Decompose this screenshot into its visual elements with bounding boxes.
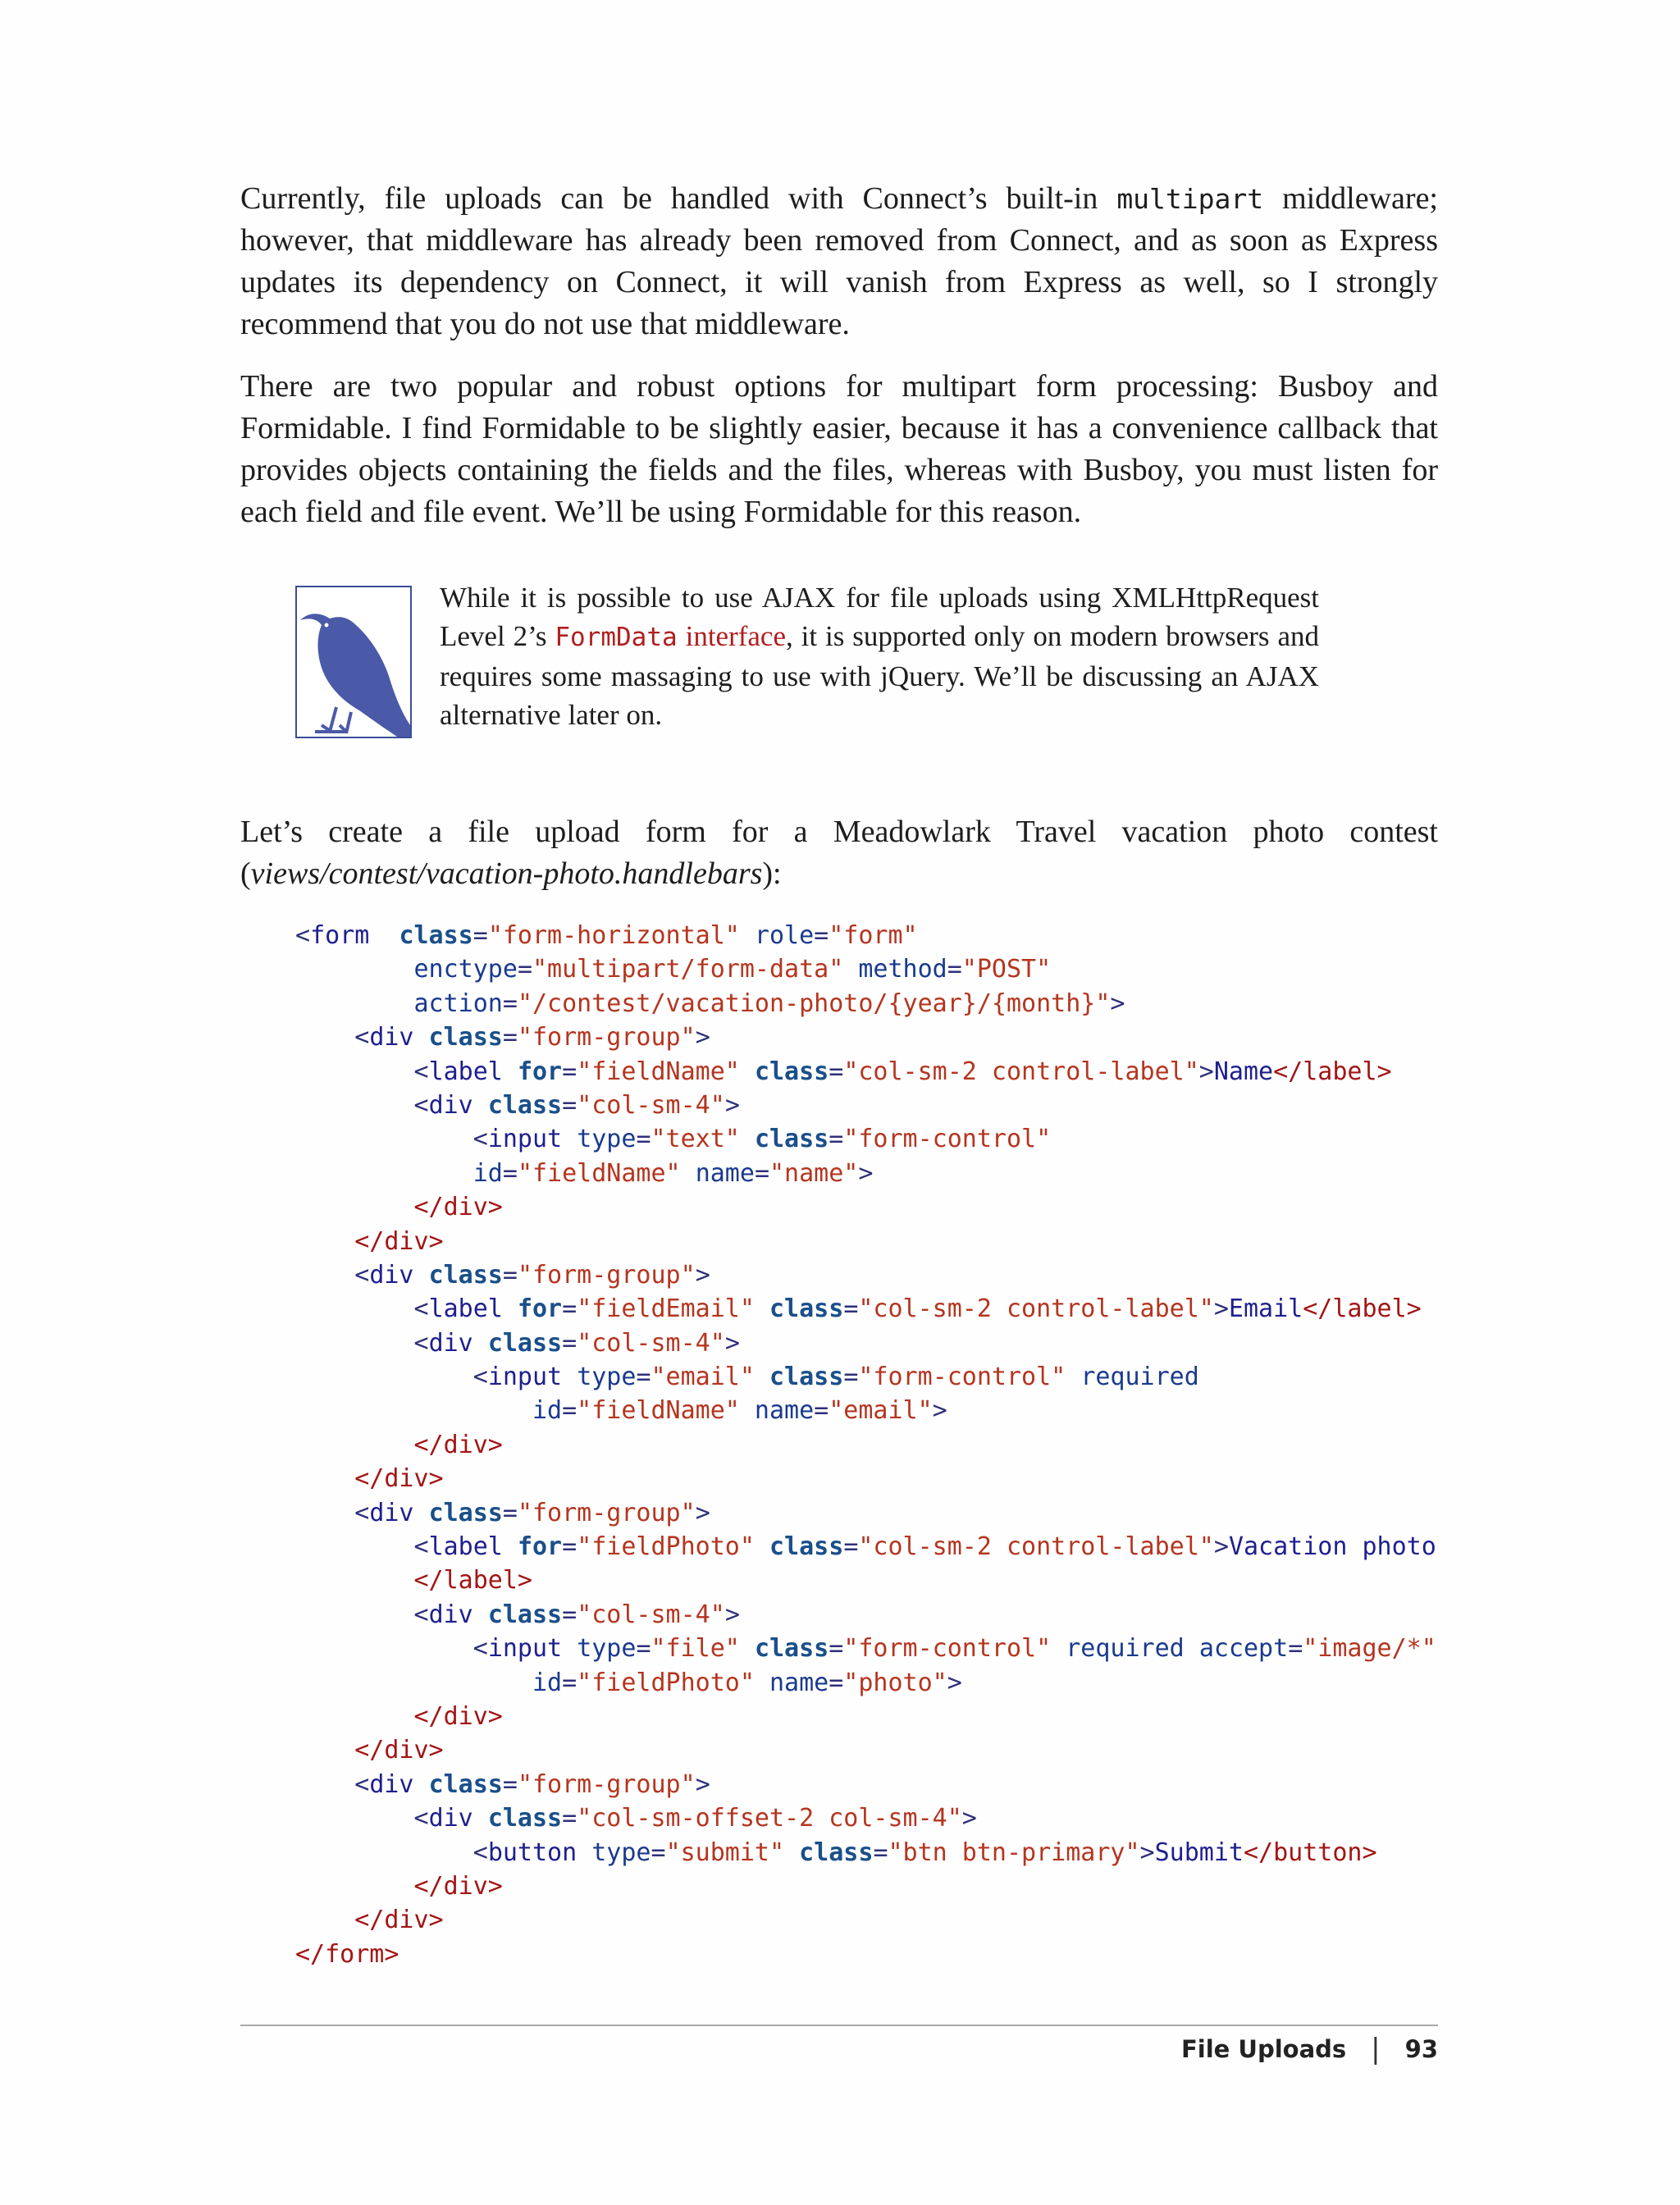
code-token: [295, 1057, 414, 1086]
code-token: <: [472, 1838, 488, 1867]
code-token: "col-sm-4": [577, 1600, 725, 1629]
code-token: [503, 1057, 518, 1086]
code-token: >: [1213, 1294, 1229, 1324]
code-token: enctype: [413, 955, 518, 984]
code-token: =: [636, 1634, 651, 1664]
code-token: [414, 1023, 429, 1052]
code-token: id: [472, 1158, 503, 1188]
code-token: >: [724, 1328, 740, 1358]
code-token: label: [428, 1057, 503, 1086]
code-token: [755, 1294, 769, 1323]
code-token: Email: [1228, 1294, 1303, 1324]
code-token: [295, 955, 414, 984]
code-token: label: [428, 1294, 503, 1324]
code-token: =: [562, 1396, 578, 1426]
code-token: "form-control": [843, 1634, 1052, 1664]
code-token: =: [1288, 1634, 1303, 1664]
code-token: =: [472, 921, 488, 950]
code-token: [755, 1532, 769, 1561]
code-token: name: [769, 1668, 829, 1697]
code-token: input: [487, 1634, 563, 1664]
code-token: =: [562, 1294, 578, 1324]
code-token: "fieldPhoto": [577, 1532, 755, 1562]
code-token: Submit: [1154, 1838, 1244, 1867]
code-token: <: [413, 1804, 429, 1833]
code-token: =: [562, 1600, 578, 1629]
code-token: =: [502, 1769, 518, 1799]
code-token: class: [487, 1600, 563, 1629]
code-token: [740, 1396, 755, 1425]
code-token: accept: [1198, 1634, 1289, 1664]
code-token: [295, 1294, 414, 1323]
code-token: [295, 1906, 354, 1934]
code-token: =: [636, 1125, 651, 1154]
code-line: [295, 1326, 1436, 1360]
code-token: </div>: [413, 1701, 503, 1731]
code-line: [295, 919, 1436, 952]
code-token: class: [754, 1057, 829, 1086]
code-token: required: [1066, 1634, 1185, 1664]
code-token: </div>: [354, 1226, 444, 1256]
code-token: "submit": [665, 1838, 785, 1867]
code-token: =: [517, 955, 532, 984]
code-token: "form-control": [843, 1125, 1052, 1154]
code-token: for: [517, 1532, 563, 1562]
code-token: "col-sm-4": [577, 1090, 725, 1120]
code-token: [740, 1125, 755, 1153]
code-line: [295, 1394, 1436, 1427]
code-line: [295, 987, 1436, 1020]
code-line: [295, 1190, 1436, 1224]
code-token: "col-sm-offset-2 col-sm-4": [577, 1804, 962, 1833]
code-token: [295, 1872, 414, 1901]
code-token: "file": [651, 1634, 740, 1664]
code-token: =: [829, 1668, 844, 1697]
code-token: Vacation photo: [1228, 1532, 1436, 1562]
code-token: [295, 1566, 414, 1595]
code-line: [295, 1632, 1436, 1665]
code-token: class: [754, 1125, 829, 1154]
code-token: input: [487, 1125, 563, 1154]
code-line: [295, 1122, 1436, 1156]
code-token: [414, 1261, 429, 1290]
code-line: [295, 1666, 1436, 1700]
link-text: interface: [677, 620, 786, 652]
code-line: [295, 952, 1436, 986]
code-token: [414, 1770, 429, 1799]
code-token: [295, 1431, 414, 1459]
code-token: <: [413, 1057, 429, 1086]
code-token: <: [472, 1125, 488, 1154]
code-token: >: [961, 1804, 977, 1833]
paragraph-text: ):: [762, 856, 782, 891]
code-token: "image/*": [1303, 1634, 1436, 1664]
code-token: =: [562, 1328, 578, 1358]
code-token: "fieldName": [517, 1158, 681, 1188]
paragraph-text: middleware; however, that middleware has already been removed from Connect, and as soon as Express updates its dependency on Connect, it will vanish from Express as well, so I strongly recommend that you do not use that middleware.: [240, 181, 1438, 341]
code-token: "btn btn-primary": [888, 1838, 1140, 1867]
code-line: [295, 1258, 1436, 1292]
code-line: [295, 1055, 1436, 1089]
code-line: [295, 1564, 1436, 1597]
code-token: [295, 1091, 414, 1120]
code-token: [843, 955, 858, 984]
code-token: class: [487, 1090, 563, 1120]
code-token: class: [769, 1294, 844, 1324]
code-token: [740, 1057, 755, 1086]
code-token: "form-group": [517, 1769, 696, 1799]
code-token: <: [354, 1260, 370, 1290]
code-token: "name": [769, 1158, 859, 1188]
code-token: >: [932, 1396, 947, 1426]
code-token: >: [858, 1158, 874, 1188]
code-token: [295, 1125, 473, 1153]
code-token: >: [1198, 1057, 1214, 1086]
note-text: [440, 578, 1319, 734]
code-token: =: [829, 1057, 844, 1086]
code-token: [562, 1125, 577, 1153]
paragraph-create-form: [240, 811, 1438, 895]
code-token: =: [814, 921, 829, 950]
code-token: >: [724, 1600, 740, 1629]
code-token: </div>: [354, 1736, 444, 1765]
code-token: [414, 1499, 429, 1527]
code-token: class: [428, 1498, 503, 1527]
code-token: [295, 1363, 473, 1391]
code-token: </div>: [413, 1430, 503, 1459]
code-token: [295, 1838, 473, 1867]
footer-divider: [240, 2025, 1438, 2026]
file-path: views/contest/vacation-photo.handlebars: [250, 856, 763, 891]
code-token: class: [487, 1804, 563, 1833]
code-token: [295, 1193, 414, 1221]
code-token: [1066, 1363, 1080, 1391]
code-token: div: [428, 1328, 473, 1358]
code-token: "fieldName": [577, 1057, 740, 1086]
code-token: class: [428, 1260, 503, 1290]
code-token: name: [754, 1396, 815, 1426]
code-token: "form-group": [517, 1260, 696, 1290]
code-token: =: [843, 1532, 859, 1562]
code-line: [295, 1428, 1436, 1462]
code-token: "email": [651, 1363, 755, 1392]
code-token: =: [502, 1023, 518, 1052]
code-token: =: [829, 1125, 844, 1154]
code-token: </label>: [1273, 1057, 1392, 1086]
code-token: [784, 1838, 799, 1867]
code-token: "fieldEmail": [577, 1294, 755, 1324]
code-token: <: [354, 1498, 370, 1527]
code-token: =: [502, 1498, 518, 1527]
code-token: class: [428, 1023, 503, 1052]
code-token: div: [369, 1260, 414, 1290]
code-token: [473, 1804, 488, 1833]
code-token: role: [754, 921, 815, 950]
code-token: =: [636, 1363, 651, 1392]
code-token: [295, 1499, 354, 1527]
code-token: =: [873, 1838, 888, 1867]
code-token: "text": [651, 1125, 740, 1154]
code-token: "email": [829, 1396, 933, 1426]
code-token: div: [369, 1769, 414, 1799]
code-token: div: [428, 1090, 473, 1120]
code-token: name: [695, 1158, 755, 1188]
code-token: [295, 1159, 473, 1188]
code-line: [295, 1496, 1436, 1530]
code-token: </div>: [354, 1906, 444, 1935]
code-token: "col-sm-2 control-label": [843, 1057, 1199, 1086]
code-token: [1185, 1634, 1199, 1663]
code-token: [295, 1804, 414, 1833]
code-token: "form-group": [517, 1023, 696, 1052]
code-token: "POST": [961, 955, 1052, 984]
code-token: <: [472, 1634, 488, 1664]
code-line: [295, 1869, 1436, 1903]
code-line: [295, 1225, 1436, 1258]
code-token: id: [532, 1668, 563, 1697]
code-token: >: [695, 1498, 710, 1527]
code-listing: [295, 919, 1436, 1971]
code-token: [295, 1600, 414, 1629]
code-token: [562, 1634, 577, 1663]
inline-code: FormData: [555, 623, 678, 652]
code-token: [755, 1363, 769, 1391]
code-token: <: [295, 921, 311, 950]
page-number: 93: [1404, 2035, 1438, 2063]
code-token: div: [428, 1600, 473, 1629]
code-token: "form-control": [858, 1363, 1066, 1392]
code-token: <: [413, 1328, 429, 1358]
code-token: [295, 1227, 354, 1256]
code-token: <: [413, 1600, 429, 1629]
code-token: =: [829, 1634, 844, 1664]
code-line: [295, 1938, 1436, 1971]
code-token: =: [562, 1090, 578, 1120]
code-token: [473, 1600, 488, 1629]
page-footer: [1181, 2033, 1438, 2066]
code-token: =: [754, 1158, 769, 1188]
code-token: [681, 1159, 696, 1188]
code-token: =: [562, 1804, 578, 1833]
code-token: =: [562, 1532, 578, 1562]
code-token: "fieldName": [577, 1396, 740, 1426]
code-token: =: [502, 988, 518, 1018]
code-token: >: [695, 1260, 710, 1290]
code-token: [295, 989, 414, 1018]
code-token: =: [843, 1294, 859, 1324]
code-token: [562, 1363, 577, 1391]
code-token: =: [562, 1668, 578, 1697]
code-token: "form-horizontal": [487, 921, 740, 950]
footer-separator: |: [1371, 2033, 1381, 2066]
code-token: required: [1080, 1363, 1199, 1392]
code-token: <: [413, 1294, 429, 1324]
code-token: type: [577, 1125, 637, 1154]
code-token: [295, 1736, 354, 1764]
code-token: class: [487, 1328, 563, 1358]
code-token: =: [651, 1838, 666, 1867]
code-token: =: [502, 1260, 518, 1290]
code-token: class: [799, 1838, 874, 1867]
code-token: =: [814, 1396, 829, 1426]
code-token: for: [517, 1057, 563, 1086]
code-token: [295, 1261, 354, 1290]
note-text-part: While it is possible to use AJAX for file uploads using XMLHttpRequest Level 2’s: [440, 582, 1319, 652]
code-token: =: [562, 1057, 578, 1086]
code-token: [369, 921, 399, 950]
code-token: [295, 1634, 473, 1663]
code-token: input: [487, 1363, 563, 1392]
code-token: >: [1110, 988, 1125, 1018]
formdata-interface-link[interactable]: [555, 620, 786, 652]
code-token: method: [858, 955, 947, 984]
code-line: [295, 1360, 1436, 1394]
code-token: class: [428, 1769, 503, 1799]
code-token: class: [754, 1634, 829, 1664]
inline-code: multipart: [1116, 183, 1264, 215]
code-token: >: [1139, 1838, 1155, 1867]
code-token: </label>: [413, 1566, 532, 1596]
code-token: Name: [1213, 1057, 1274, 1086]
code-token: action: [413, 988, 503, 1018]
code-token: [295, 1669, 532, 1697]
code-line: [295, 1768, 1436, 1801]
code-token: form: [310, 921, 370, 950]
code-token: label: [428, 1532, 503, 1562]
code-token: "fieldPhoto": [577, 1668, 755, 1697]
section-title: File Uploads: [1180, 2035, 1347, 2063]
code-line: [295, 1836, 1436, 1869]
code-token: class: [769, 1532, 844, 1562]
code-token: for: [517, 1294, 563, 1324]
code-token: "form": [829, 921, 918, 950]
code-line: [295, 1292, 1436, 1326]
code-token: </form>: [295, 1939, 399, 1969]
paragraph-text: Let’s create a file upload form for a Meadowlark Travel vacation photo contest (: [240, 815, 1438, 891]
code-token: [295, 1702, 414, 1731]
code-token: "photo": [843, 1668, 947, 1697]
code-token: [295, 1023, 354, 1052]
code-line: [295, 1462, 1436, 1495]
code-token: [503, 1294, 518, 1323]
code-token: <: [354, 1023, 370, 1052]
code-token: >: [724, 1090, 740, 1120]
code-token: div: [369, 1023, 414, 1052]
code-token: =: [947, 955, 962, 984]
code-token: "col-sm-4": [577, 1328, 725, 1358]
code-token: <: [413, 1090, 429, 1120]
code-token: [1051, 1634, 1066, 1663]
code-token: [295, 1770, 354, 1799]
code-token: div: [369, 1498, 414, 1527]
code-token: [295, 1532, 414, 1561]
code-line: [295, 1530, 1436, 1564]
code-token: >: [695, 1023, 710, 1052]
code-token: "col-sm-2 control-label": [858, 1294, 1214, 1324]
code-token: "/contest/vacation-photo/{year}/{month}": [517, 988, 1111, 1018]
code-token: div: [428, 1804, 473, 1833]
code-token: button: [487, 1838, 578, 1867]
code-line: [295, 1089, 1436, 1122]
code-token: <: [413, 1532, 429, 1562]
paragraph-text: Currently, file uploads can be handled with Connect’s built-in: [240, 181, 1117, 216]
code-token: class: [399, 921, 473, 950]
code-token: type: [577, 1634, 637, 1664]
code-token: </div>: [354, 1464, 444, 1494]
code-token: [295, 1464, 354, 1493]
code-token: [740, 921, 755, 950]
code-token: >: [947, 1668, 962, 1697]
code-token: =: [843, 1363, 859, 1392]
code-token: <: [354, 1769, 370, 1799]
note-text-part: , it is supported only on modern browsers and requires some massaging to use with jQuery. We’ll be discussing an AJAX alternative later on.: [440, 620, 1319, 731]
code-line: [295, 1903, 1436, 1937]
code-line: [295, 1801, 1436, 1835]
code-token: "multipart/form-data": [532, 955, 844, 984]
code-line: [295, 1700, 1436, 1733]
paragraph-multipart: [240, 178, 1438, 345]
code-token: "col-sm-2 control-label": [858, 1532, 1214, 1562]
code-token: type: [577, 1363, 637, 1392]
code-token: [295, 1329, 414, 1358]
paragraph-options: There are two popular and robust options for multipart form processing: Busboy and Formidable. I find Formidable to be slightly easier, because it has a convenience callback that provides objects containing the fields and the files, whereas with Busboy, you must listen for each field and file event. We’ll be using Formidable for this reason.: [240, 369, 1438, 529]
code-line: [295, 1598, 1436, 1632]
bird-icon: [295, 586, 412, 738]
code-token: "form-group": [517, 1498, 696, 1527]
code-token: class: [769, 1363, 844, 1392]
code-token: [473, 1329, 488, 1358]
code-token: [473, 1091, 488, 1120]
code-token: =: [502, 1158, 518, 1188]
code-token: type: [591, 1838, 651, 1867]
code-token: </button>: [1243, 1838, 1377, 1867]
code-line: [295, 1020, 1436, 1054]
code-token: id: [532, 1396, 563, 1426]
code-token: </div>: [413, 1193, 503, 1222]
code-token: </div>: [413, 1871, 503, 1901]
code-token: [755, 1669, 769, 1697]
code-line: [295, 1733, 1436, 1767]
code-token: [740, 1634, 755, 1663]
code-line: [295, 1157, 1436, 1190]
code-token: >: [1213, 1532, 1229, 1562]
code-token: [577, 1838, 591, 1867]
code-token: [295, 1396, 532, 1425]
code-token: >: [695, 1769, 710, 1799]
code-token: <: [472, 1363, 488, 1392]
code-token: [503, 1532, 518, 1561]
code-token: </label>: [1303, 1294, 1422, 1324]
